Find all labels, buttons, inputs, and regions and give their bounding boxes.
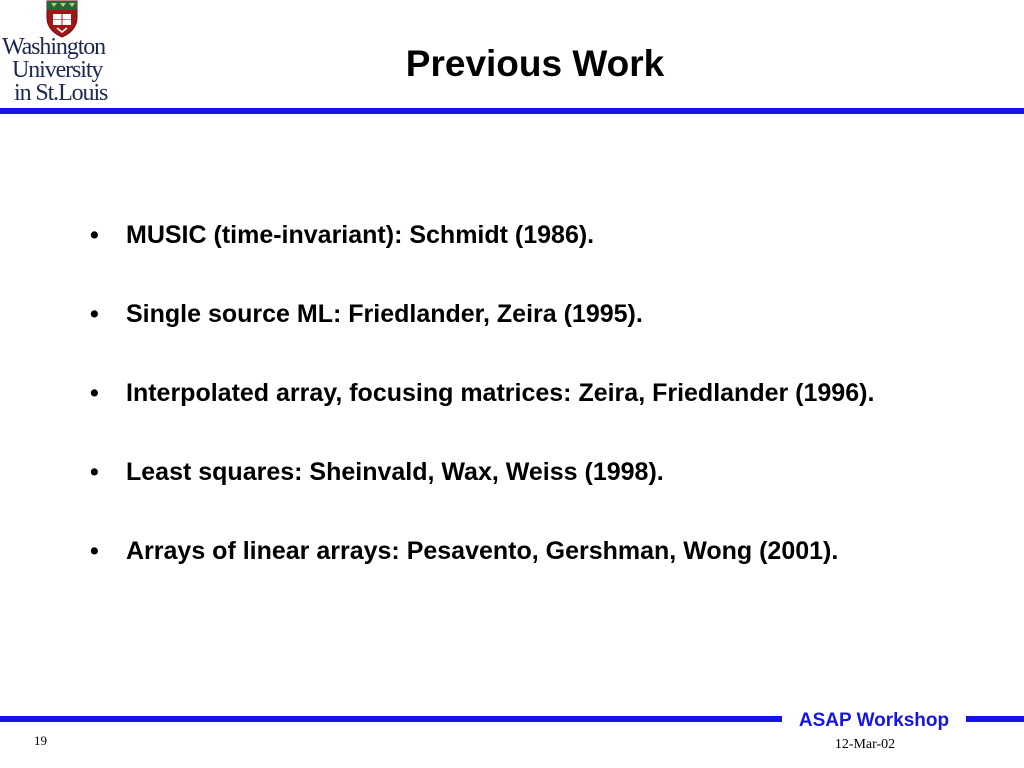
list-item-text: Interpolated array, focusing matrices: Zeira, Friedlander (1996). [126,379,875,407]
page-number: 19 [34,733,47,748]
logo-line-location: in St.Louis [14,80,108,106]
bullet-icon: • [90,379,99,407]
university-shield-icon [45,0,79,38]
list-item [90,220,970,251]
reference-list [90,220,970,567]
list-item-text: Single source ML: Friedlander, Zeira (1995). [126,300,643,328]
bullet-icon: • [90,300,99,328]
header-divider [0,108,1024,114]
workshop-label: ASAP Workshop [798,710,950,731]
bullet-icon: • [90,458,99,486]
university-wordmark [2,36,124,105]
logo-line-university: University [12,57,103,83]
footer-date: 12-Mar-02 [834,737,896,752]
list-item-text: Least squares: Sheinvald, Wax, Weiss (1998). [126,458,664,486]
list-item [90,378,970,409]
list-item [90,536,970,567]
slide-title: Previous Work [405,43,665,84]
university-logo [0,0,124,108]
list-item-text: Arrays of linear arrays: Pesavento, Gershman, Wong (2001). [126,537,839,565]
bullet-icon: • [90,221,99,249]
footer-divider-left [0,716,782,722]
list-item-text: MUSIC (time-invariant): Schmidt (1986). [126,221,595,249]
logo-line-washington: Washington [2,34,106,60]
footer-divider-right [966,716,1024,722]
bullet-icon: • [90,537,99,565]
list-item [90,457,970,488]
list-item [90,299,970,330]
